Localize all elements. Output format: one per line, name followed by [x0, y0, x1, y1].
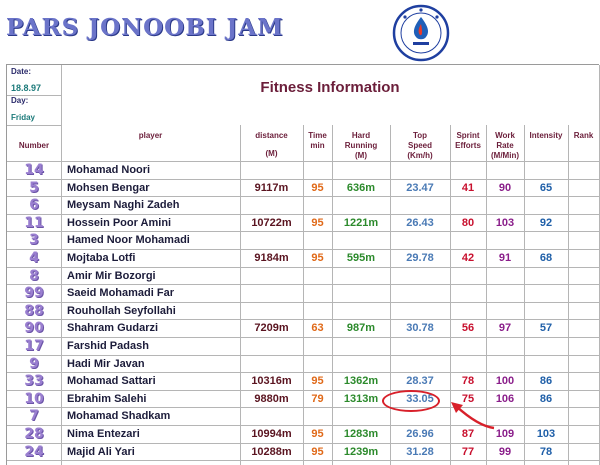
top-speed-cell: 30.78 — [406, 322, 434, 334]
player-number: 24 — [24, 444, 44, 460]
column-header-hard-running — [332, 131, 390, 161]
top-speed-cell — [390, 197, 450, 214]
player-name: Mohsen Bengar — [67, 182, 150, 194]
hard-running-cell: 595m — [346, 252, 376, 264]
hard-running-cell — [332, 408, 390, 425]
row-divider — [7, 95, 61, 96]
intensity-cell — [524, 408, 568, 425]
player-name: Shahram Gudarzi — [67, 322, 159, 334]
time-cell: 95 — [311, 428, 324, 440]
player-number: 90 — [24, 320, 44, 336]
column-header-work-line1: Work — [495, 131, 515, 140]
distance-cell — [240, 338, 303, 355]
player-number: 4 — [29, 250, 39, 266]
sprint-efforts-cell — [450, 303, 486, 320]
column-header-speed-unit: (Km/h) — [407, 151, 433, 160]
column-header-sprint-line1: Sprint — [456, 131, 480, 140]
time-cell — [303, 338, 332, 355]
player-name: Mojtaba Lotfi — [67, 252, 136, 264]
time-cell — [303, 285, 332, 302]
player-name: Farshid Padash — [67, 340, 149, 352]
top-speed-cell: 28.37 — [406, 375, 434, 387]
column-header-hard-unit: (M) — [355, 151, 367, 160]
player-name: Ebrahim Salehi — [67, 393, 147, 405]
rank-cell — [568, 426, 599, 443]
top-speed-cell — [390, 303, 450, 320]
time-cell: 79 — [311, 393, 324, 405]
hard-running-cell — [332, 268, 390, 285]
rank-cell — [568, 320, 599, 337]
time-cell — [303, 232, 332, 249]
top-speed-cell: 29.78 — [406, 252, 434, 264]
intensity-cell — [524, 356, 568, 373]
time-cell: 63 — [311, 322, 324, 334]
intensity-cell — [524, 303, 568, 320]
rank-cell — [568, 197, 599, 214]
rank-cell — [568, 303, 599, 320]
sprint-efforts-cell: 80 — [461, 217, 475, 229]
player-number: 99 — [24, 285, 44, 301]
distance-cell: 9184m — [254, 252, 289, 264]
date-value: 18.8.97 — [11, 83, 42, 93]
sprint-efforts-cell: 42 — [461, 252, 475, 264]
top-speed-cell: 31.28 — [406, 446, 434, 458]
distance-cell — [240, 285, 303, 302]
date-label: Date: — [11, 67, 32, 76]
rank-cell — [568, 373, 599, 390]
time-cell — [303, 408, 332, 425]
intensity-cell — [524, 338, 568, 355]
top-speed-cell — [390, 285, 450, 302]
intensity-cell — [524, 197, 568, 214]
top-speed-cell: 26.43 — [406, 217, 434, 229]
intensity-cell: 103 — [536, 428, 556, 440]
distance-cell: 9880m — [254, 393, 289, 405]
sprint-efforts-cell — [450, 232, 486, 249]
player-name: Majid Ali Yari — [67, 446, 135, 458]
hard-running-cell — [332, 303, 390, 320]
distance-cell — [240, 408, 303, 425]
work-rate-cell: 106 — [495, 393, 515, 405]
column-header-speed-line1: Top — [412, 131, 428, 140]
sprint-efforts-cell — [450, 285, 486, 302]
work-rate-cell — [486, 197, 524, 214]
column-header-speed-line2: Speed — [407, 141, 432, 150]
player-number: 3 — [29, 232, 39, 248]
row-divider — [7, 125, 61, 126]
day-value: Friday — [11, 113, 36, 122]
work-rate-cell: 109 — [495, 428, 515, 440]
column-header-work-line2: Rate — [496, 141, 514, 150]
sheet-title: Fitness Information — [260, 79, 400, 96]
time-cell — [303, 356, 332, 373]
distance-cell: 10288m — [251, 446, 292, 458]
hard-running-cell — [332, 162, 390, 179]
player-number: 8 — [29, 268, 39, 284]
work-rate-cell: 100 — [495, 375, 515, 387]
work-rate-cell — [486, 303, 524, 320]
top-speed-cell: 23.47 — [406, 182, 434, 194]
column-header-distance-unit: (M) — [265, 149, 278, 158]
hard-running-cell: 1362m — [343, 375, 379, 387]
column-divider — [61, 65, 62, 465]
player-name: Amir Mir Bozorgi — [67, 270, 156, 282]
time-cell: 95 — [311, 182, 324, 194]
time-cell: 95 — [311, 252, 324, 264]
hard-running-cell: 1313m — [343, 393, 379, 405]
player-number: 7 — [29, 408, 39, 424]
hard-running-cell: 1283m — [343, 428, 379, 440]
sprint-efforts-cell: 78 — [461, 375, 475, 387]
column-header-hard-line2: Running — [344, 141, 378, 150]
player-number: 17 — [24, 338, 44, 354]
team-title: PARS JONOOBI JAM — [6, 14, 284, 41]
distance-cell: 7209m — [254, 322, 289, 334]
sprint-efforts-cell — [450, 162, 486, 179]
pointer-arrow-icon — [448, 398, 498, 438]
column-header-time-line: Time — [308, 131, 327, 140]
sprint-efforts-cell: 41 — [461, 182, 475, 194]
player-number: 28 — [24, 426, 44, 442]
column-header-player: player — [138, 131, 163, 140]
distance-cell: 10722m — [251, 217, 292, 229]
intensity-cell: 92 — [539, 217, 553, 229]
time-cell — [303, 303, 332, 320]
highlight-circle — [382, 390, 440, 412]
column-header-time — [303, 131, 332, 151]
top-speed-cell: 26.96 — [406, 428, 434, 440]
time-cell — [303, 268, 332, 285]
rank-cell — [568, 268, 599, 285]
time-cell: 95 — [311, 375, 324, 387]
rank-cell — [568, 180, 599, 197]
sprint-efforts-cell: 75 — [461, 393, 475, 405]
sprint-efforts-cell — [450, 338, 486, 355]
intensity-cell: 65 — [539, 182, 553, 194]
day-label: Day: — [11, 96, 29, 105]
column-header-number: Number — [18, 141, 50, 150]
column-header-distance-line: distance — [255, 131, 288, 140]
rank-cell — [568, 408, 599, 425]
column-header-rank: Rank — [573, 131, 594, 140]
hard-running-cell — [332, 232, 390, 249]
column-header-work-unit: (M/Min) — [491, 151, 519, 160]
distance-cell — [240, 303, 303, 320]
rank-cell — [568, 391, 599, 408]
player-number: 5 — [29, 180, 39, 196]
time-cell — [303, 197, 332, 214]
column-header-time-unit: min — [310, 141, 325, 150]
player-number: 11 — [24, 215, 44, 231]
intensity-cell — [524, 162, 568, 179]
player-name: Mohamad Sattari — [67, 375, 156, 387]
top-speed-cell: 33.05 — [406, 393, 434, 405]
rank-cell — [568, 232, 599, 249]
work-rate-cell: 103 — [495, 217, 515, 229]
sprint-efforts-cell: 87 — [461, 428, 475, 440]
intensity-cell: 57 — [539, 322, 553, 334]
player-number: 6 — [29, 197, 39, 213]
distance-cell: 9117m — [254, 182, 289, 194]
intensity-cell: 86 — [539, 393, 553, 405]
sprint-efforts-cell — [450, 356, 486, 373]
work-rate-cell: 97 — [498, 322, 512, 334]
intensity-cell — [524, 268, 568, 285]
player-name: Rouhollah Seyfollahi — [67, 305, 176, 317]
player-name: Nima Entezari — [67, 428, 140, 440]
player-number: 10 — [24, 391, 44, 407]
work-rate-cell: 90 — [498, 182, 512, 194]
work-rate-cell: 99 — [498, 446, 512, 458]
work-rate-cell — [486, 285, 524, 302]
hard-running-cell — [332, 197, 390, 214]
player-number: 9 — [29, 356, 39, 372]
intensity-cell — [524, 232, 568, 249]
sprint-efforts-cell: 77 — [461, 446, 475, 458]
distance-cell — [240, 197, 303, 214]
top-speed-cell — [390, 162, 450, 179]
distance-cell — [240, 162, 303, 179]
column-header-distance — [240, 131, 303, 159]
hard-running-cell: 987m — [346, 322, 376, 334]
top-speed-cell — [390, 232, 450, 249]
player-name: Hamed Noor Mohamadi — [67, 234, 190, 246]
rank-cell — [568, 162, 599, 179]
distance-cell — [240, 356, 303, 373]
intensity-cell: 68 — [539, 252, 553, 264]
time-cell: 95 — [311, 217, 324, 229]
player-name: Hossein Poor Amini — [67, 217, 172, 229]
top-speed-cell — [390, 338, 450, 355]
rank-cell — [568, 215, 599, 232]
player-name: Hadi Mir Javan — [67, 358, 145, 370]
work-rate-cell — [486, 232, 524, 249]
work-rate-cell — [486, 338, 524, 355]
sprint-efforts-cell — [450, 268, 486, 285]
intensity-cell — [524, 285, 568, 302]
club-emblem-icon — [392, 4, 450, 62]
hard-running-cell — [332, 338, 390, 355]
rank-cell — [568, 338, 599, 355]
rank-cell — [568, 250, 599, 267]
intensity-cell: 86 — [539, 375, 553, 387]
sprint-efforts-cell: 56 — [461, 322, 475, 334]
distance-cell: 10994m — [251, 428, 292, 440]
sprint-efforts-cell — [450, 197, 486, 214]
column-header-work-rate — [486, 131, 524, 161]
time-cell — [303, 162, 332, 179]
fitness-table — [6, 64, 599, 465]
player-number: 14 — [24, 162, 44, 178]
rank-cell — [568, 285, 599, 302]
rank-cell — [568, 444, 599, 461]
hard-running-cell — [332, 356, 390, 373]
player-name: Saeid Mohamadi Far — [67, 287, 174, 299]
distance-cell — [240, 268, 303, 285]
rank-cell — [568, 356, 599, 373]
distance-cell — [240, 232, 303, 249]
work-rate-cell — [486, 268, 524, 285]
column-header-intensity: Intensity — [529, 131, 563, 140]
player-number: 33 — [24, 373, 44, 389]
player-name: Meysam Naghi Zadeh — [67, 199, 180, 211]
column-header-sprint-efforts — [450, 131, 486, 151]
top-speed-cell — [390, 356, 450, 373]
work-rate-cell: 91 — [498, 252, 512, 264]
player-number: 88 — [24, 303, 44, 319]
distance-cell: 10316m — [251, 375, 292, 387]
hard-running-cell: 1239m — [343, 446, 379, 458]
column-header-hard-line1: Hard — [351, 131, 371, 140]
column-header-top-speed — [390, 131, 450, 161]
time-cell: 95 — [311, 446, 324, 458]
player-name: Mohamad Shadkam — [67, 410, 171, 422]
work-rate-cell — [486, 356, 524, 373]
player-name: Mohamad Noori — [67, 164, 151, 176]
work-rate-cell — [486, 162, 524, 179]
hard-running-cell: 1221m — [343, 217, 379, 229]
hard-running-cell: 636m — [346, 182, 376, 194]
top-speed-cell — [390, 268, 450, 285]
column-header-sprint-line2: Efforts — [455, 141, 481, 150]
hard-running-cell — [332, 285, 390, 302]
intensity-cell: 78 — [539, 446, 553, 458]
